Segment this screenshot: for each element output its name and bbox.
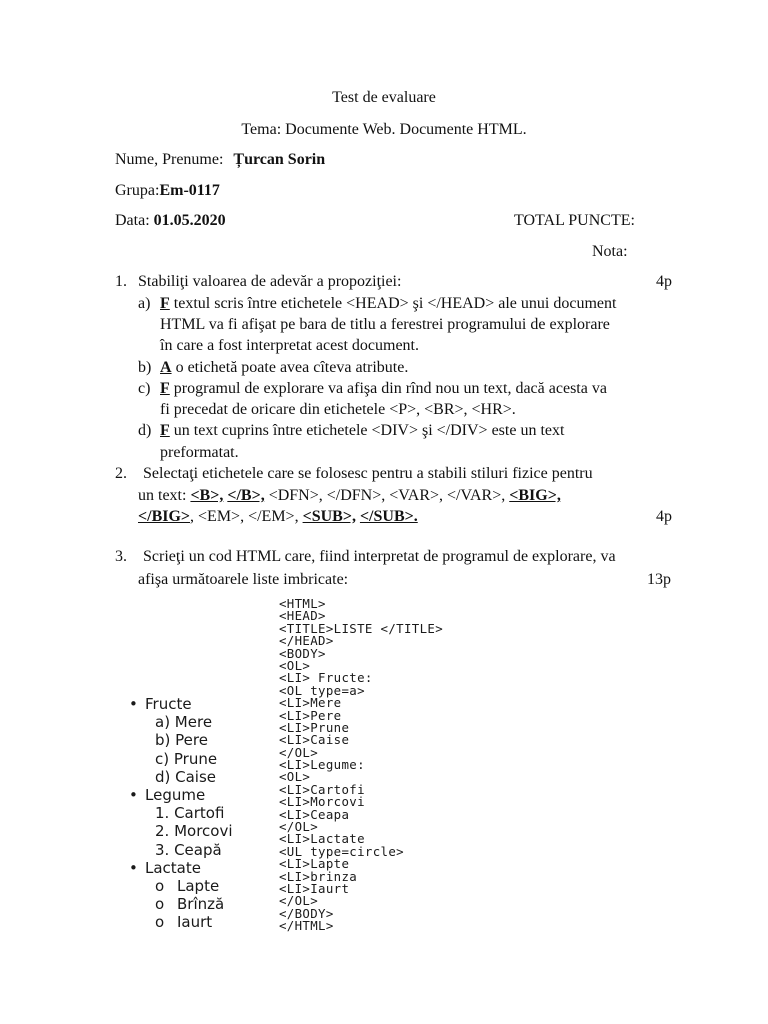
test-title: Test de evaluare bbox=[332, 89, 436, 106]
q2-tag-sub-open: <SUB>, bbox=[302, 508, 356, 525]
code-line: <LI>Morcovi bbox=[279, 794, 365, 810]
code-line: </HTML> bbox=[279, 918, 334, 934]
code-line: <HEAD> bbox=[279, 608, 326, 624]
code-line: <LI>Iaurt bbox=[279, 880, 350, 896]
list-item: o Iaurt bbox=[155, 913, 213, 932]
list-item: b) Pere bbox=[155, 731, 208, 750]
code-line: </BODY> bbox=[279, 905, 334, 921]
name-value: Țurcan Sorin bbox=[233, 151, 326, 168]
group-row bbox=[115, 180, 220, 202]
group-value: Em-0117 bbox=[159, 182, 220, 199]
q2-points: 4p bbox=[656, 508, 672, 525]
code-line: <LI>brinza bbox=[279, 868, 358, 884]
q3-line2: afişa următoarele liste imbricate: bbox=[138, 571, 349, 588]
code-line: <HTML> bbox=[279, 596, 326, 611]
html-code-listing bbox=[279, 598, 443, 933]
list-item: o Brînză bbox=[155, 895, 225, 914]
q2-tag-big-close: </BIG> bbox=[138, 508, 191, 525]
q1a-line2: HTML va fi afişat pe bara de titlu a ferestrei programului de explorare bbox=[160, 316, 610, 333]
q2-line3 bbox=[138, 506, 418, 528]
q1d-answer: F bbox=[160, 422, 170, 439]
circle-bullet-icon: o bbox=[155, 913, 165, 932]
q3-line1: Scrieţi un cod HTML care, fiind interpretat de programul de explorare, va bbox=[143, 548, 616, 565]
q2-middle2: , <EM>, </EM>, bbox=[190, 508, 303, 525]
code-line: <LI>Lapte bbox=[279, 856, 350, 872]
q1a-line3: în care a fost interpretat acest document. bbox=[160, 337, 419, 354]
date-row bbox=[115, 210, 226, 232]
q1b-answer: A bbox=[160, 359, 172, 376]
list-item: 2. Morcovi bbox=[155, 822, 233, 841]
code-line: <LI>Pere bbox=[279, 707, 342, 723]
q1c-line2: fi precedat de oricare din etichetele <P>, <BR>, <HR>. bbox=[160, 401, 516, 418]
code-line: <LI>Caise bbox=[279, 732, 350, 748]
list-item: a) Mere bbox=[155, 713, 213, 732]
q1a-label: a) bbox=[138, 295, 151, 312]
q1-text: Stabiliţi valoarea de adevăr a propoziţiei: bbox=[138, 273, 402, 290]
code-line: <LI>Prune bbox=[279, 719, 350, 735]
q1d-text1: un text cuprins între etichetele <DIV> şi </DIV> este un text bbox=[169, 422, 565, 439]
list-item: c) Prune bbox=[155, 749, 218, 768]
rendered-nested-list bbox=[129, 695, 233, 931]
q1-number: 1. bbox=[115, 273, 127, 290]
circle-bullet-icon: o bbox=[155, 876, 165, 895]
group-label: Grupa: bbox=[115, 182, 160, 199]
q1d-label: d) bbox=[138, 422, 152, 439]
date-value: 01.05.2020 bbox=[153, 212, 226, 229]
q1b-line1 bbox=[160, 357, 408, 379]
q3-number: 3. bbox=[115, 548, 127, 565]
q1b-label: b) bbox=[138, 359, 152, 376]
q1c-line1 bbox=[160, 378, 607, 400]
code-line: <LI>Cartofi bbox=[279, 781, 365, 797]
total-points-label: TOTAL PUNCTE: bbox=[514, 212, 635, 229]
q2-number: 2. bbox=[115, 465, 127, 482]
list-item: • Legume bbox=[129, 785, 206, 804]
code-line: <OL> bbox=[279, 657, 311, 673]
list-item: o Lapte bbox=[155, 876, 220, 895]
q1a-text1: textul scris între etichetele <HEAD> şi </HEAD> ale unui document bbox=[169, 295, 617, 312]
circle-bullet-icon: o bbox=[155, 895, 165, 914]
bullet-icon: • bbox=[129, 785, 138, 804]
q2-tag-sub-close: </SUB>. bbox=[359, 508, 418, 525]
code-line: <OL> bbox=[279, 769, 311, 785]
code-line: </HEAD> bbox=[279, 633, 334, 649]
code-line: <LI>Ceapa bbox=[279, 806, 350, 822]
code-line: <LI>Legume: bbox=[279, 757, 365, 773]
q2-line1: Selectaţi etichetele care se folosesc pentru a stabili stiluri fizice pentru bbox=[143, 465, 593, 482]
list-item: 3. Ceapă bbox=[155, 840, 222, 859]
code-line: <LI> Fructe: bbox=[279, 670, 373, 686]
bullet-icon: • bbox=[129, 695, 138, 713]
list-item: 1. Cartofi bbox=[155, 804, 225, 823]
code-line: </OL> bbox=[279, 893, 319, 909]
list-item: d) Caise bbox=[155, 767, 217, 786]
q1d-line1 bbox=[160, 420, 564, 442]
q1c-text1: programul de explorare va afişa din rînd nou un text, dacă acesta va bbox=[169, 380, 607, 397]
code-line: <TITLE>LISTE </TITLE> bbox=[279, 620, 444, 636]
code-line: <OL type=a> bbox=[279, 682, 365, 698]
list-item: • Fructe bbox=[129, 695, 192, 713]
code-line: <LI>Lactate bbox=[279, 831, 365, 847]
q1c-label: c) bbox=[138, 380, 151, 397]
code-line: <LI>Mere bbox=[279, 695, 342, 711]
q1d-line2: preformatat. bbox=[160, 444, 239, 461]
list-item: • Lactate bbox=[129, 858, 201, 877]
q1a-answer: F bbox=[160, 295, 170, 312]
name-row bbox=[115, 149, 325, 171]
name-label: Nume, Prenume: bbox=[115, 151, 224, 168]
date-label: Data: bbox=[115, 212, 150, 229]
grade-label: Nota: bbox=[592, 243, 628, 260]
q1-points: 4p bbox=[656, 273, 672, 290]
q2-prefix: un text: bbox=[138, 487, 191, 504]
q2-tag-b-open: <B>, bbox=[190, 487, 224, 504]
q2-tag-big-open: <BIG>, bbox=[509, 487, 561, 504]
q3-points: 13p bbox=[647, 571, 671, 588]
bullet-icon: • bbox=[129, 858, 138, 877]
code-line: <UL type=circle> bbox=[279, 843, 404, 859]
code-line: <BODY> bbox=[279, 645, 326, 661]
code-line: </OL> bbox=[279, 744, 319, 760]
test-theme: Tema: Documente Web. Documente HTML. bbox=[241, 121, 527, 138]
q2-tag-b-close: </B>, bbox=[227, 487, 265, 504]
q2-middle: <DFN>, </DFN>, <VAR>, </VAR>, bbox=[264, 487, 510, 504]
q1a-line1 bbox=[160, 293, 616, 315]
q1b-text1: o etichetă poate avea cîteva atribute. bbox=[171, 359, 409, 376]
q1c-answer: F bbox=[160, 380, 170, 397]
code-line: </OL> bbox=[279, 819, 319, 835]
q2-line2 bbox=[138, 485, 561, 507]
